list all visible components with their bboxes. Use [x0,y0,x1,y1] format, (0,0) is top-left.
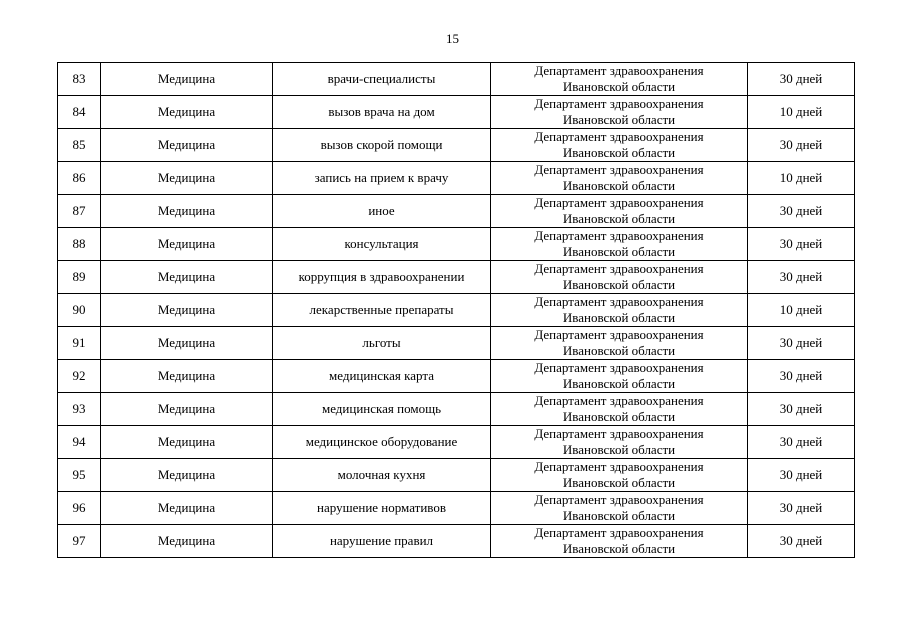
department-line-1: Департамент здравоохранения [534,492,704,507]
row-department [491,129,748,162]
row-number: 92 [58,360,101,393]
row-topic: вызов врача на дом [273,96,491,129]
document-table [57,62,855,558]
row-number: 84 [58,96,101,129]
department-line-1: Департамент здравоохранения [534,360,704,375]
row-department [491,195,748,228]
department-line-1: Департамент здравоохранения [534,459,704,474]
row-department [491,327,748,360]
department-line-2: Ивановской области [562,508,676,523]
row-number: 95 [58,459,101,492]
row-term: 10 дней [748,162,855,195]
department-line-2: Ивановской области [562,145,676,160]
row-category: Медицина [101,492,273,525]
row-term: 10 дней [748,96,855,129]
row-topic: молочная кухня [273,459,491,492]
department-line-2: Ивановской области [562,79,676,94]
row-department [491,162,748,195]
department-line-1: Департамент здравоохранения [534,195,704,210]
row-term: 30 дней [748,195,855,228]
table-body [58,63,855,558]
department-line-2: Ивановской области [562,541,676,556]
department-line-2: Ивановской области [562,211,676,226]
row-term: 30 дней [748,129,855,162]
row-term: 30 дней [748,492,855,525]
row-number: 93 [58,393,101,426]
table-row [58,360,855,393]
department-line-1: Департамент здравоохранения [534,327,704,342]
row-number: 86 [58,162,101,195]
table-row [58,426,855,459]
department-line-1: Департамент здравоохранения [534,426,704,441]
row-number: 90 [58,294,101,327]
department-line-1: Департамент здравоохранения [534,96,704,111]
row-topic: нарушение правил [273,525,491,558]
row-term: 30 дней [748,327,855,360]
department-line-2: Ивановской области [562,376,676,391]
department-line-2: Ивановской области [562,475,676,490]
row-number: 83 [58,63,101,96]
table-row [58,261,855,294]
department-line-1: Департамент здравоохранения [534,228,704,243]
row-topic: медицинская помощь [273,393,491,426]
table-row [58,96,855,129]
row-category: Медицина [101,360,273,393]
row-topic: иное [273,195,491,228]
row-category: Медицина [101,393,273,426]
department-line-1: Департамент здравоохранения [534,162,704,177]
row-term: 30 дней [748,525,855,558]
table-row [58,228,855,261]
table-row [58,63,855,96]
row-department [491,63,748,96]
row-number: 91 [58,327,101,360]
department-line-2: Ивановской области [562,244,676,259]
row-department [491,261,748,294]
row-category: Медицина [101,525,273,558]
row-topic: вызов скорой помощи [273,129,491,162]
table-row [58,393,855,426]
row-category: Медицина [101,228,273,261]
row-department [491,96,748,129]
row-number: 89 [58,261,101,294]
row-department [491,459,748,492]
table-row [58,525,855,558]
row-number: 88 [58,228,101,261]
row-term: 30 дней [748,459,855,492]
row-term: 30 дней [748,63,855,96]
table-row [58,327,855,360]
row-topic: медицинская карта [273,360,491,393]
department-line-1: Департамент здравоохранения [534,525,704,540]
table-row [58,459,855,492]
row-category: Медицина [101,261,273,294]
department-line-2: Ивановской области [562,310,676,325]
row-topic: нарушение нормативов [273,492,491,525]
table-row [58,129,855,162]
department-line-1: Департамент здравоохранения [534,294,704,309]
table-row [58,195,855,228]
row-department [491,525,748,558]
row-category: Медицина [101,294,273,327]
row-department [491,360,748,393]
department-line-2: Ивановской области [562,343,676,358]
row-topic: коррупция в здравоохранении [273,261,491,294]
department-line-1: Департамент здравоохранения [534,393,704,408]
row-number: 97 [58,525,101,558]
department-line-2: Ивановской области [562,178,676,193]
row-number: 96 [58,492,101,525]
department-line-2: Ивановской области [562,277,676,292]
row-number: 87 [58,195,101,228]
row-department [491,492,748,525]
department-line-1: Департамент здравоохранения [534,129,704,144]
row-department [491,294,748,327]
department-line-1: Департамент здравоохранения [534,63,704,78]
row-topic: льготы [273,327,491,360]
table-row [58,162,855,195]
row-term: 30 дней [748,228,855,261]
row-category: Медицина [101,426,273,459]
row-category: Медицина [101,96,273,129]
department-line-2: Ивановской области [562,409,676,424]
table-row [58,492,855,525]
row-topic: медицинское оборудование [273,426,491,459]
row-category: Медицина [101,327,273,360]
row-topic: консультация [273,228,491,261]
row-category: Медицина [101,129,273,162]
table-row [58,294,855,327]
department-line-2: Ивановской области [562,112,676,127]
department-line-2: Ивановской области [562,442,676,457]
row-category: Медицина [101,195,273,228]
row-category: Медицина [101,63,273,96]
row-number: 94 [58,426,101,459]
row-topic: запись на прием к врачу [273,162,491,195]
row-category: Медицина [101,459,273,492]
department-line-1: Департамент здравоохранения [534,261,704,276]
row-department [491,228,748,261]
row-topic: врачи-специалисты [273,63,491,96]
row-term: 30 дней [748,261,855,294]
row-term: 30 дней [748,360,855,393]
row-category: Медицина [101,162,273,195]
page-number: 15 [446,31,459,46]
row-number: 85 [58,129,101,162]
row-term: 30 дней [748,426,855,459]
row-topic: лекарственные препараты [273,294,491,327]
row-department [491,393,748,426]
row-department [491,426,748,459]
row-term: 30 дней [748,393,855,426]
row-term: 10 дней [748,294,855,327]
